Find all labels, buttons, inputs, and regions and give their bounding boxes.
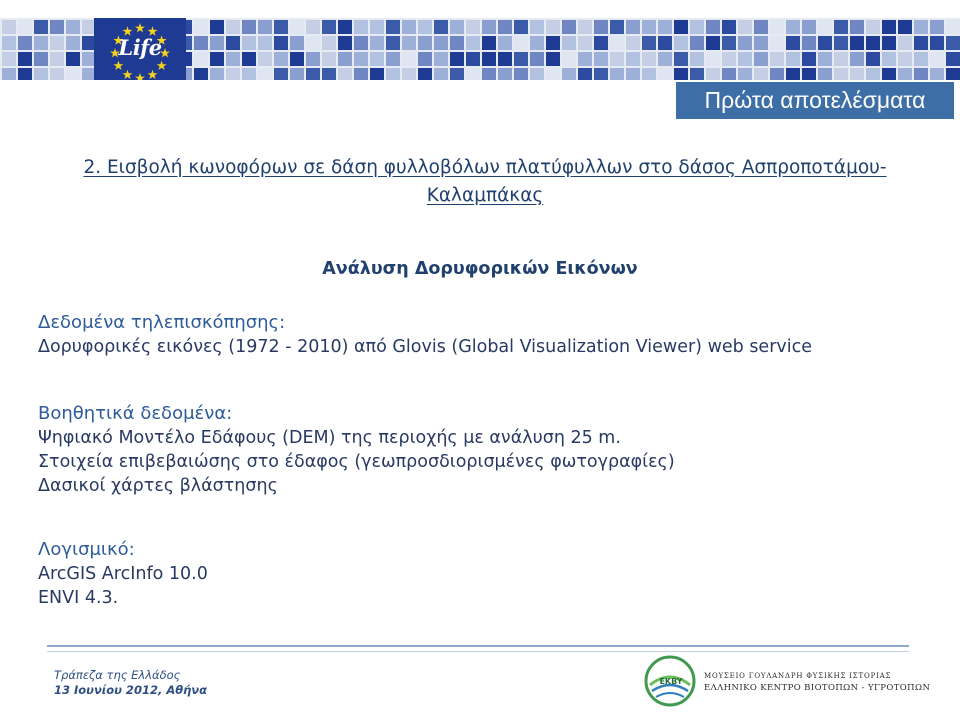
mosaic-tile: [674, 68, 688, 80]
mosaic-tile: [754, 68, 768, 80]
mosaic-tile: [50, 68, 64, 80]
mosaic-tile: [402, 68, 416, 80]
mosaic-tile: [674, 52, 688, 66]
mosaic-tile: [834, 52, 848, 66]
mosaic-tile: [594, 36, 608, 50]
mosaic-tile: [818, 68, 832, 80]
mosaic-tile: [242, 68, 256, 80]
mosaic-tile: [754, 52, 768, 66]
mosaic-tile: [674, 36, 688, 50]
mosaic-tile: [274, 52, 288, 66]
mosaic-tile: [2, 36, 16, 50]
mosaic-tile: [66, 52, 80, 66]
mosaic-tile: [226, 52, 240, 66]
mosaic-tile: [354, 20, 368, 34]
mosaic-tile: [274, 36, 288, 50]
mosaic-tile: [930, 20, 944, 34]
mosaic-tile: [514, 36, 528, 50]
mosaic-tile: [546, 68, 560, 80]
mosaic-tile: [210, 52, 224, 66]
mosaic-tile: [914, 36, 928, 50]
mosaic-tile: [466, 52, 480, 66]
software-heading: Λογισμικό:: [38, 539, 135, 560]
mosaic-tile: [482, 68, 496, 80]
remote-sensing-heading: Δεδομένα τηλεπισκόπησης:: [38, 312, 286, 333]
mosaic-tile: [466, 36, 480, 50]
mosaic-tile: [562, 20, 576, 34]
mosaic-tile: [786, 20, 800, 34]
footer-divider-thin: [47, 651, 909, 652]
mosaic-tile: [610, 52, 624, 66]
mosaic-tile: [370, 68, 384, 80]
mosaic-tile: [866, 52, 880, 66]
mosaic-tile: [946, 52, 960, 66]
mosaic-tile: [2, 20, 16, 34]
mosaic-tile: [834, 20, 848, 34]
mosaic-tile: [194, 52, 208, 66]
mosaic-tile: [482, 20, 496, 34]
mosaic-tile: [946, 20, 960, 34]
mosaic-tile: [834, 36, 848, 50]
mosaic-tile: [386, 52, 400, 66]
mosaic-tile: [50, 36, 64, 50]
mosaic-tile: [882, 36, 896, 50]
mosaic-tile: [290, 68, 304, 80]
mosaic-tile: [258, 20, 272, 34]
mosaic-tile: [722, 68, 736, 80]
mosaic-tile: [690, 20, 704, 34]
mosaic-tile: [386, 20, 400, 34]
remote-sensing-block: [38, 311, 938, 359]
mosaic-tile: [578, 68, 592, 80]
mosaic-tile: [706, 68, 720, 80]
mosaic-tile: [498, 36, 512, 50]
mosaic-tile: [258, 52, 272, 66]
center-name: ΕΛΛΗΝΙΚΟ ΚΕΝΤΡΟ ΒΙΟΤΟΠΩΝ - ΥΓΡΟΤΟΠΩΝ: [704, 683, 931, 693]
footer-date: 13 Ιουνίου 2012, Αθήνα: [54, 683, 208, 697]
mosaic-tile: [402, 20, 416, 34]
mosaic-tile: [786, 52, 800, 66]
slide-title-line: Καλαμπάκας: [426, 185, 544, 206]
mosaic-tile: [690, 68, 704, 80]
mosaic-tile: [946, 36, 960, 50]
mosaic-tile: [514, 68, 528, 80]
mosaic-tile: [354, 68, 368, 80]
mosaic-tile: [482, 52, 496, 66]
mosaic-tile: [866, 20, 880, 34]
section-tab-label: Πρώτα αποτελέσματα: [676, 82, 954, 119]
mosaic-tile: [610, 20, 624, 34]
life-logo-text: Life: [118, 35, 162, 60]
mosaic-tile: [818, 52, 832, 66]
mosaic-tile: [274, 20, 288, 34]
mosaic-tile: [466, 20, 480, 34]
mosaic-tile: [370, 20, 384, 34]
mosaic-tile: [898, 20, 912, 34]
ekby-logo-text: EKBY: [659, 677, 683, 686]
mosaic-tile: [866, 68, 880, 80]
section-subheading: Ανάλυση Δορυφορικών Εικόνων: [322, 259, 638, 279]
mosaic-tile: [738, 20, 752, 34]
mosaic-tile: [50, 20, 64, 34]
mosaic-tile: [658, 52, 672, 66]
mosaic-tile: [594, 68, 608, 80]
mosaic-tile: [722, 36, 736, 50]
mosaic-tile: [530, 68, 544, 80]
mosaic-tile: [546, 36, 560, 50]
mosaic-tile: [706, 36, 720, 50]
mosaic-tile: [786, 68, 800, 80]
mosaic-tile: [498, 68, 512, 80]
mosaic-tile: [930, 36, 944, 50]
mosaic-tile: [418, 36, 432, 50]
mosaic-tile: [50, 52, 64, 66]
mosaic-tile: [418, 68, 432, 80]
mosaic-tile: [642, 52, 656, 66]
mosaic-tile: [466, 68, 480, 80]
mosaic-tile: [738, 36, 752, 50]
mosaic-tile: [210, 20, 224, 34]
mosaic-tile: [498, 20, 512, 34]
mosaic-tile: [242, 36, 256, 50]
mosaic-tile: [194, 36, 208, 50]
mosaic-tile: [258, 68, 272, 80]
mosaic-tile: [354, 52, 368, 66]
mosaic-tile: [34, 20, 48, 34]
mosaic-tile: [514, 20, 528, 34]
eu-life-logo: [94, 18, 186, 80]
footer-organization: Τράπεζα της Ελλάδος: [54, 668, 181, 682]
mosaic-tile: [290, 20, 304, 34]
mosaic-tile: [850, 52, 864, 66]
mosaic-tile: [530, 52, 544, 66]
museum-name: ΜΟΥΣΕΙΟ ΓΟΥΛΑΝΔΡΗ ΦΥΣΙΚΗΣ ΙΣΤΟΡΙΑΣ: [704, 672, 892, 680]
mosaic-tile: [290, 52, 304, 66]
mosaic-tile: [834, 68, 848, 80]
mosaic-tile: [386, 68, 400, 80]
mosaic-tile: [770, 68, 784, 80]
mosaic-tile: [18, 68, 32, 80]
mosaic-tile: [434, 68, 448, 80]
mosaic-tile: [322, 68, 336, 80]
mosaic-tile: [306, 52, 320, 66]
mosaic-tile: [242, 52, 256, 66]
header-mosaic-band: [0, 18, 960, 80]
mosaic-tile: [626, 36, 640, 50]
mosaic-tile: [850, 20, 864, 34]
mosaic-tile: [418, 52, 432, 66]
mosaic-tile: [802, 36, 816, 50]
mosaic-tile: [642, 20, 656, 34]
mosaic-tile: [770, 36, 784, 50]
auxiliary-data-line: Στοιχεία επιβεβαιώσης στο έδαφος (γεωπροσδιορισμένες φωτογραφίες): [38, 452, 675, 472]
mosaic-tile: [578, 20, 592, 34]
mosaic-tile: [562, 36, 576, 50]
mosaic-tile: [418, 20, 432, 34]
mosaic-tile: [914, 68, 928, 80]
mosaic-tile: [946, 68, 960, 80]
mosaic-tile: [754, 36, 768, 50]
mosaic-tile: [738, 68, 752, 80]
mosaic-tile: [434, 52, 448, 66]
mosaic-tile: [706, 52, 720, 66]
mosaic-tile: [802, 52, 816, 66]
mosaic-tile: [914, 52, 928, 66]
mosaic-tile: [786, 36, 800, 50]
mosaic-tile: [450, 36, 464, 50]
mosaic-tile: [306, 36, 320, 50]
mosaic-tile: [482, 36, 496, 50]
mosaic-tile: [530, 36, 544, 50]
mosaic-tile: [770, 20, 784, 34]
mosaic-tile: [2, 52, 16, 66]
software-line: ArcGIS ArcInfo 10.0: [38, 564, 208, 584]
mosaic-tile: [562, 68, 576, 80]
mosaic-tile: [642, 36, 656, 50]
mosaic-tile: [498, 52, 512, 66]
mosaic-tile: [898, 36, 912, 50]
mosaic-tile: [34, 68, 48, 80]
mosaic-tile: [66, 68, 80, 80]
mosaic-tile: [722, 52, 736, 66]
mosaic-tile: [546, 20, 560, 34]
mosaic-tile: [658, 68, 672, 80]
mosaic-tile: [706, 20, 720, 34]
slide-title: [30, 154, 940, 210]
mosaic-tile: [674, 20, 688, 34]
mosaic-tile: [658, 20, 672, 34]
mosaic-tile: [722, 20, 736, 34]
mosaic-tile: [802, 68, 816, 80]
mosaic-tile: [210, 68, 224, 80]
mosaic-tile: [818, 36, 832, 50]
mosaic-tile: [322, 20, 336, 34]
mosaic-tile: [770, 52, 784, 66]
mosaic-tile: [850, 68, 864, 80]
footer-event-info: [54, 668, 207, 698]
mosaic-tile: [450, 20, 464, 34]
ekby-organization: [704, 670, 930, 694]
mosaic-tile: [882, 20, 896, 34]
mosaic-tile: [66, 36, 80, 50]
mosaic-tile: [370, 36, 384, 50]
mosaic-tile: [290, 36, 304, 50]
mosaic-tile: [322, 52, 336, 66]
mosaic-tile: [450, 68, 464, 80]
mosaic-tile: [274, 68, 288, 80]
mosaic-tile: [530, 20, 544, 34]
mosaic-tile: [18, 36, 32, 50]
mosaic-tile: [658, 36, 672, 50]
mosaic-tile: [546, 52, 560, 66]
mosaic-tile: [258, 36, 272, 50]
mosaic-tile: [562, 52, 576, 66]
mosaic-tile: [226, 36, 240, 50]
mosaic-tile: [322, 36, 336, 50]
mosaic-tile: [578, 36, 592, 50]
mosaic-tile: [194, 20, 208, 34]
mosaic-tile: [802, 20, 816, 34]
mosaic-tile: [434, 36, 448, 50]
mosaic-tile: [578, 52, 592, 66]
mosaic-tile: [18, 20, 32, 34]
auxiliary-data-heading: Βοηθητικά δεδομένα:: [38, 403, 233, 424]
mosaic-tile: [402, 36, 416, 50]
mosaic-tile: [370, 52, 384, 66]
mosaic-tile: [338, 68, 352, 80]
mosaic-tile: [882, 52, 896, 66]
mosaic-tile: [194, 68, 208, 80]
mosaic-tile: [402, 52, 416, 66]
mosaic-tile: [226, 20, 240, 34]
mosaic-tile: [754, 20, 768, 34]
software-block: [38, 538, 938, 610]
mosaic-tile: [514, 52, 528, 66]
mosaic-tile: [930, 52, 944, 66]
software-line: ENVI 4.3.: [38, 588, 119, 608]
mosaic-tile: [210, 36, 224, 50]
mosaic-tile: [898, 52, 912, 66]
remote-sensing-line: Δορυφορικές εικόνες (1972 - 2010) από Glovis (Global Visualization Viewer) web service: [38, 337, 812, 357]
mosaic-tile: [306, 20, 320, 34]
mosaic-tile: [626, 68, 640, 80]
mosaic-tile: [914, 20, 928, 34]
auxiliary-data-line: Ψηφιακό Μοντέλο Εδάφους (DEM) της περιοχής με ανάλυση 25 m.: [38, 428, 621, 448]
mosaic-tile: [306, 68, 320, 80]
mosaic-tile: [354, 36, 368, 50]
mosaic-tile: [34, 36, 48, 50]
mosaic-tile: [610, 36, 624, 50]
mosaic-tile: [818, 20, 832, 34]
mosaic-tile: [2, 68, 16, 80]
mosaic-tile: [386, 36, 400, 50]
footer-divider: [47, 645, 909, 647]
mosaic-tile: [642, 68, 656, 80]
mosaic-tile: [18, 52, 32, 66]
mosaic-tile: [338, 52, 352, 66]
mosaic-tile: [242, 20, 256, 34]
auxiliary-data-block: [38, 402, 938, 498]
mosaic-tile: [66, 20, 80, 34]
mosaic-tile: [450, 52, 464, 66]
mosaic-tile: [594, 52, 608, 66]
mosaic-tile: [898, 68, 912, 80]
auxiliary-data-line: Δασικοί χάρτες βλάστησης: [38, 476, 278, 496]
mosaic-tile: [338, 36, 352, 50]
mosaic-tile: [626, 20, 640, 34]
mosaic-tile: [930, 68, 944, 80]
mosaic-tile: [626, 52, 640, 66]
mosaic-tile: [34, 52, 48, 66]
slide-title-line: 2. Εισβολή κωνοφόρων σε δάση φυλλοβόλων πλατύφυλλων στο δάσος Ασπροποτάμου-: [83, 157, 887, 178]
mosaic-tile: [690, 36, 704, 50]
mosaic-tile: [610, 68, 624, 80]
mosaic-tile: [690, 52, 704, 66]
mosaic-tile: [850, 36, 864, 50]
mosaic-tile: [594, 20, 608, 34]
mosaic-tile: [882, 68, 896, 80]
mosaic-tile: [226, 68, 240, 80]
mosaic-tile: [866, 36, 880, 50]
mosaic-tile: [338, 20, 352, 34]
mosaic-tile: [738, 52, 752, 66]
mosaic-tile: [434, 20, 448, 34]
